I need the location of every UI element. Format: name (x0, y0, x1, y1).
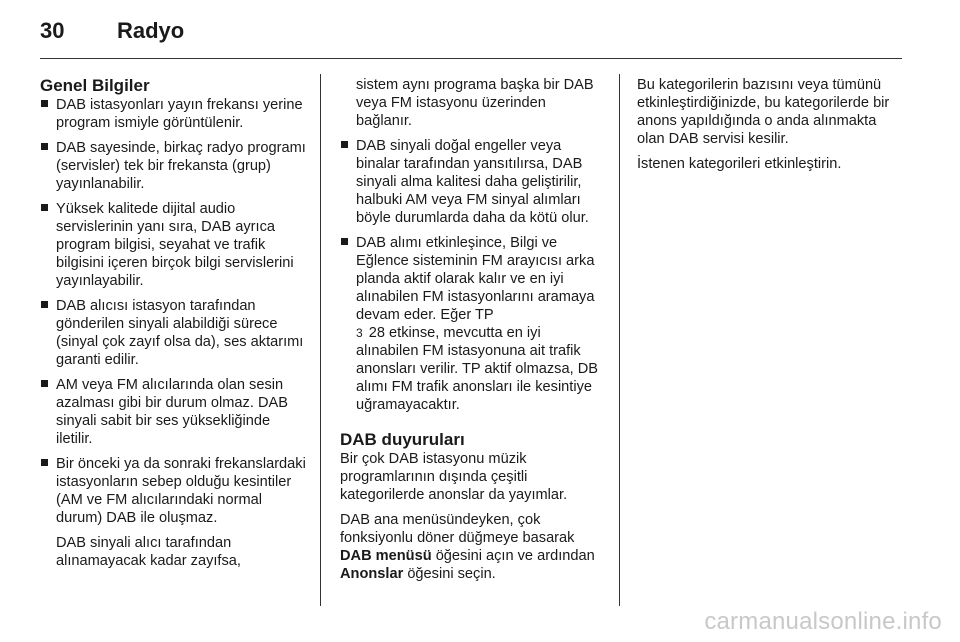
list-item: Yüksek kalitede dijital audio servislerinin yanı sıra, DAB ayrıca program bilgisi, seyahat ve trafik bilgisini içeren birçok bilgi servislerini yayınlayabilir. (40, 200, 306, 290)
header-divider (40, 58, 902, 59)
list-item: DAB alımı etkinleşince, Bilgi ve Eğlence sisteminin FM arayıcısı arka planda aktif olarak kalır ve en iyi alınabilen FM istasyonlarını aramaya devam eder. Eğer TP 3 28 etkinse, mevcutta en iyi alınabilen FM istasyonuna ait trafik anonsları verilir. TP aktif olmazsa, DB alımı FM trafik anonsları ile kesintiye uğramayacaktır. (340, 234, 604, 414)
page-header (0, 0, 960, 60)
list-item: AM veya FM alıcılarında olan sesin azalması gibi bir durum olmaz. DAB sinyali sabit bir ses yüksekliğinde iletilir. (40, 376, 306, 448)
chapter-title: Radyo (117, 18, 185, 43)
paragraph: DAB ana menüsündeyken, çok fonksiyonlu döner düğmeye basarak DAB menüsü öğesini açın ve ardından Anonslar öğesini seçin. (340, 512, 595, 582)
bullet-continuation: sistem aynı programa başka bir DAB veya FM istasyonu üzerinden bağlanır. (356, 77, 594, 129)
bullet-list (40, 96, 306, 527)
paragraph: İstenen kategorileri etkinleştirin. (637, 156, 842, 172)
bullet-square-icon (41, 100, 48, 107)
paragraph: Bir çok DAB istasyonu müzik programlarının dışında çeşitli kategorilerde anonslar da yayımlar. (340, 451, 568, 503)
bullet-square-icon (341, 141, 348, 148)
list-item: DAB alıcısı istasyon tarafından gönderilen sinyali alabildiği sürece (sinyal çok zayıf olsa da), ses aktarımı garanti edilir. (40, 297, 306, 369)
section-heading-general: Genel Bilgiler (40, 76, 150, 95)
bullet-square-icon (41, 459, 48, 466)
page-number: 30 (40, 18, 65, 43)
section-heading-dab-announcements: DAB duyuruları (340, 430, 465, 449)
column-2 (340, 76, 604, 590)
column-divider-1 (320, 74, 321, 606)
list-item: DAB sayesinde, birkaç radyo programı (servisler) tek bir frekansta (grup) yayınlanabilir. (40, 139, 306, 193)
list-item: DAB istasyonları yayın frekansı yerine program ismiyle görüntülenir. (40, 96, 306, 132)
column-divider-2 (619, 74, 620, 606)
column-1 (40, 76, 306, 577)
menu-term-announcements: Anonslar (340, 566, 404, 582)
bullet-square-icon (41, 204, 48, 211)
bullet-continuation: DAB sinyali alıcı tarafından alınamayacak kadar zayıfsa, (56, 535, 241, 569)
bullet-square-icon (41, 380, 48, 387)
bullet-square-icon (41, 301, 48, 308)
list-item: Bir önceki ya da sonraki frekanslardaki istasyonların sebep olduğu kesintiler (AM ve FM alıcılarındaki normal durum) DAB ile oluşmaz. (40, 455, 306, 527)
bullet-list (340, 137, 604, 414)
watermark: carmanualsonline.info (704, 608, 942, 635)
paragraph: Bu kategorilerin bazısını veya tümünü etkinleştirdiğinizde, bu kategorilerde bir anons yapıldığında o anda alınmakta olan DAB servisi kesilir. (637, 77, 890, 147)
cross-reference-arrow-icon[interactable]: 3 (356, 326, 363, 340)
menu-term-dab-menu: DAB menüsü (340, 548, 432, 564)
bullet-square-icon (41, 143, 48, 150)
bullet-square-icon (341, 238, 348, 245)
list-item: DAB sinyali doğal engeller veya binalar tarafından yansıtılırsa, DAB sinyali alma kalitesi daha geliştirilir, halbuki AM veya FM sinyal alımları böyle durumlarda daha da kötü olur. (340, 137, 604, 227)
column-3 (637, 76, 907, 180)
